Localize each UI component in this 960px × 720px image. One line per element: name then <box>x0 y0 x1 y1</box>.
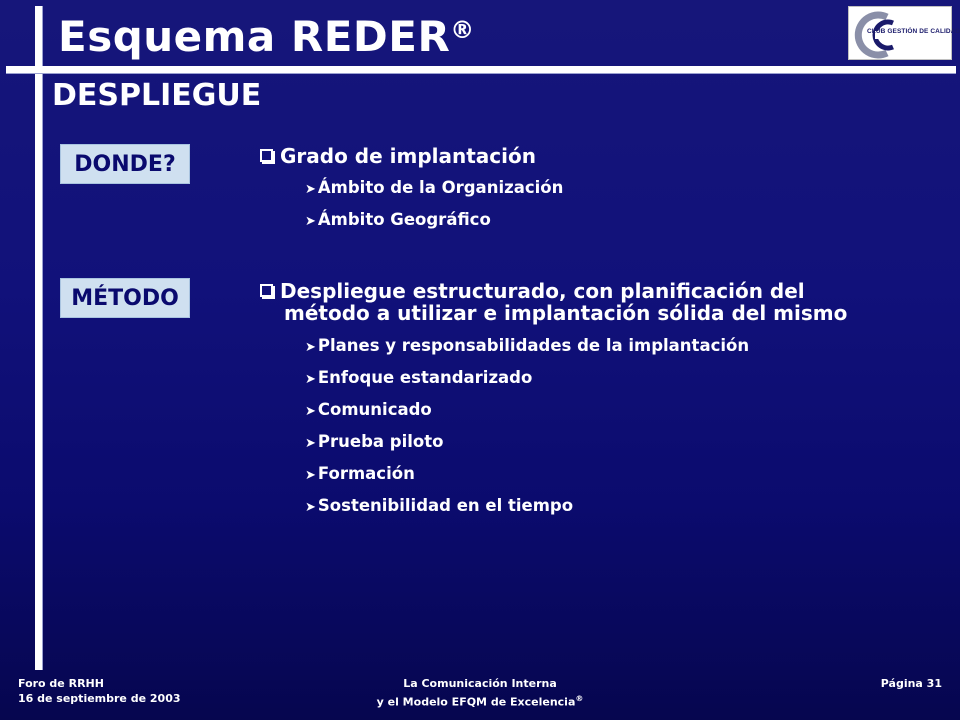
section-subtitle: DESPLIEGUE <box>52 78 262 113</box>
footer-topic: La Comunicación Interna <box>403 677 557 690</box>
main-bullet-despliegue <box>260 280 847 324</box>
club-gestion-calidad-logo <box>848 6 960 60</box>
checkbox-square-icon <box>260 284 273 297</box>
arrowhead-icon: ➤ <box>305 500 316 515</box>
sub-bullet-item <box>305 432 443 454</box>
frame-vertical-line-thin <box>42 6 43 670</box>
arrowhead-icon: ➤ <box>305 372 316 387</box>
footer-model-text: y el Modelo EFQM de Excelencia <box>376 695 576 709</box>
arrowhead-icon: ➤ <box>305 468 316 483</box>
frame-vertical-line <box>35 6 42 670</box>
footer-registered-mark: ® <box>575 694 584 703</box>
footer-model <box>330 691 630 710</box>
sub-bullet-item <box>305 496 573 518</box>
arrowhead-icon: ➤ <box>305 436 316 451</box>
sub-bullet-item <box>305 464 415 486</box>
footer-forum: Foro de RRHH <box>18 677 104 690</box>
sub-bullet-item <box>305 178 563 200</box>
main-bullet-text: Grado de implantación <box>280 144 536 168</box>
footer-center <box>330 676 630 710</box>
sub-bullet-text: Ámbito Geográfico <box>317 210 491 229</box>
label-donde: DONDE? <box>60 144 190 184</box>
main-bullet-text-line2: método a utilizar e implantación sólida del mismo <box>284 301 848 325</box>
label-metodo: MÉTODO <box>60 278 190 318</box>
sub-bullet-text: Prueba piloto <box>317 432 444 451</box>
arrowhead-icon: ➤ <box>305 404 316 419</box>
footer-date: 16 de septiembre de 2003 <box>18 692 181 705</box>
footer-left <box>18 676 181 706</box>
registered-mark: ® <box>450 16 475 44</box>
sub-bullet-text: Ámbito de la Organización <box>317 178 564 197</box>
arrowhead-icon: ➤ <box>305 214 316 229</box>
frame-horizontal-line <box>6 66 956 73</box>
sub-bullet-text: Enfoque estandarizado <box>317 368 533 387</box>
logo-text: CLUB GESTIÓN DE CALIDAD <box>867 28 960 35</box>
sub-bullet-item <box>305 210 491 232</box>
frame-horizontal-line-thin <box>6 73 956 74</box>
arrowhead-icon: ➤ <box>305 340 316 355</box>
page-title-text: Esquema REDER <box>58 12 451 61</box>
checkbox-square-icon <box>260 149 273 162</box>
main-bullet-text-line1: Despliegue estructurado, con planificación del <box>280 279 805 303</box>
sub-bullet-item <box>305 368 532 390</box>
sub-bullet-text: Formación <box>317 464 415 483</box>
arrowhead-icon: ➤ <box>305 182 316 197</box>
footer-page-number: Página 31 <box>880 677 942 690</box>
page-title <box>58 12 475 61</box>
sub-bullet-item <box>305 336 749 358</box>
main-bullet-grado <box>260 145 536 167</box>
sub-bullet-item <box>305 400 432 422</box>
sub-bullet-text: Planes y responsabilidades de la implantación <box>317 336 750 355</box>
sub-bullet-text: Sostenibilidad en el tiempo <box>317 496 574 515</box>
sub-bullet-text: Comunicado <box>317 400 432 419</box>
